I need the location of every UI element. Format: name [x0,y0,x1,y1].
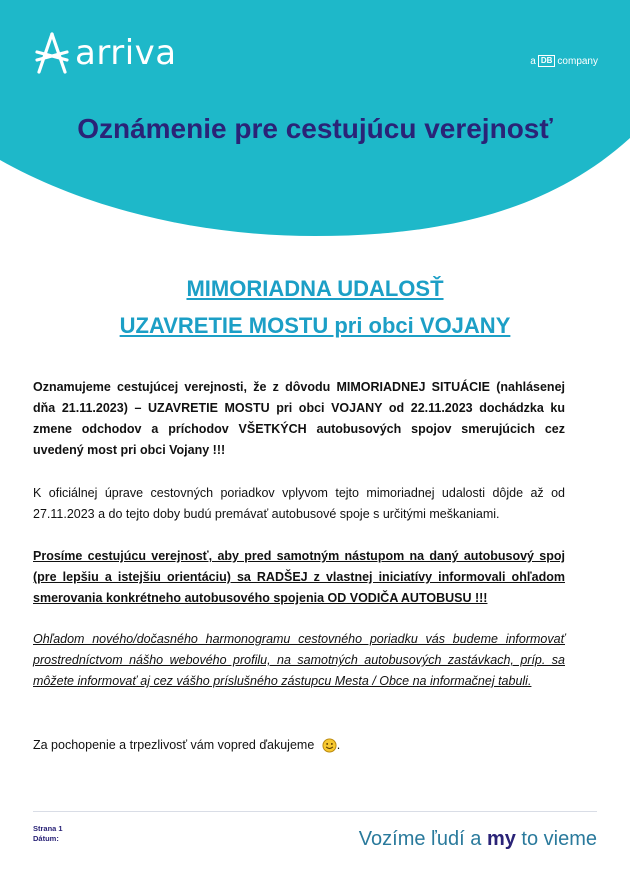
footer-slogan [359,828,597,851]
headline-line-1: MIMORIADNA UDALOSŤ [186,276,444,301]
arriva-logo [33,30,177,76]
db-prefix: a [530,55,536,67]
paragraph-request: Prosíme cestujúcu verejnosť, aby pred samotným nástupom na daný autobusový spoj (pre lepšiu a istejšiu orientáciu) sa RADŠEJ z vlastnej iniciatívy informovali ohľadom smerovania konkrétneho autobusového spojenia OD VODIČA AUTOBUSU !!! [33,549,565,605]
thanks-text: Za pochopenie a trpezlivosť vám vopred ďakujeme [33,738,315,752]
db-suffix: company [557,55,598,67]
smiley-icon [322,738,337,753]
paragraph-information: Ohľadom nového/dočasného harmonogramu cestovného poriadku vás budeme informovať prostredníctvom nášho webového profilu, na samotných autobusových zastávkach, príp. sa môžete informovať aj cez vášho príslušného zástupcu Mesta / Obce na informačnej tabuli. [33,632,565,688]
paragraph-announcement: Oznamujeme cestujúcej verejnosti, že z dôvodu MIMORIADNEJ SITUÁCIE (nahlásenej dňa 21.11.2023) – UZAVRETIE MOSTU pri obci VOJANY od 22.11.2023 dochádzka ku zmene odchodov a príchodov VŠETKÝCH autobusových spojov smerujúcich cez uvedený most pri obci Vojany !!! [33,380,565,457]
db-company-badge [530,55,598,67]
paragraph-timetable-change: K oficiálnej úprave cestovných poriadkov vplyvom tejto mimoriadnej udalosti dôjde až od 27.11.2023 a do tejto doby budú premávať autobusové spoje s určitými meškaniami. [33,486,565,521]
arriva-logo-icon [33,30,71,76]
slogan-post: to vieme [521,828,597,850]
page-number: Strana 1 [33,824,63,833]
footer-page-info [33,824,63,844]
notice-title: Oznámenie pre cestujúcu verejnosť [77,113,553,144]
date-label: Dátum: [33,834,59,843]
headline-line-2: UZAVRETIE MOSTU pri obci VOJANY [119,313,511,338]
slogan-pre: Vozíme ľudí a [358,828,482,850]
paragraph-thanks [33,735,565,756]
db-logo: DB [538,55,556,67]
footer-divider [33,811,597,812]
slogan-my: my [486,828,516,850]
thanks-end: . [336,738,341,752]
logo-text: arriva [75,33,177,73]
